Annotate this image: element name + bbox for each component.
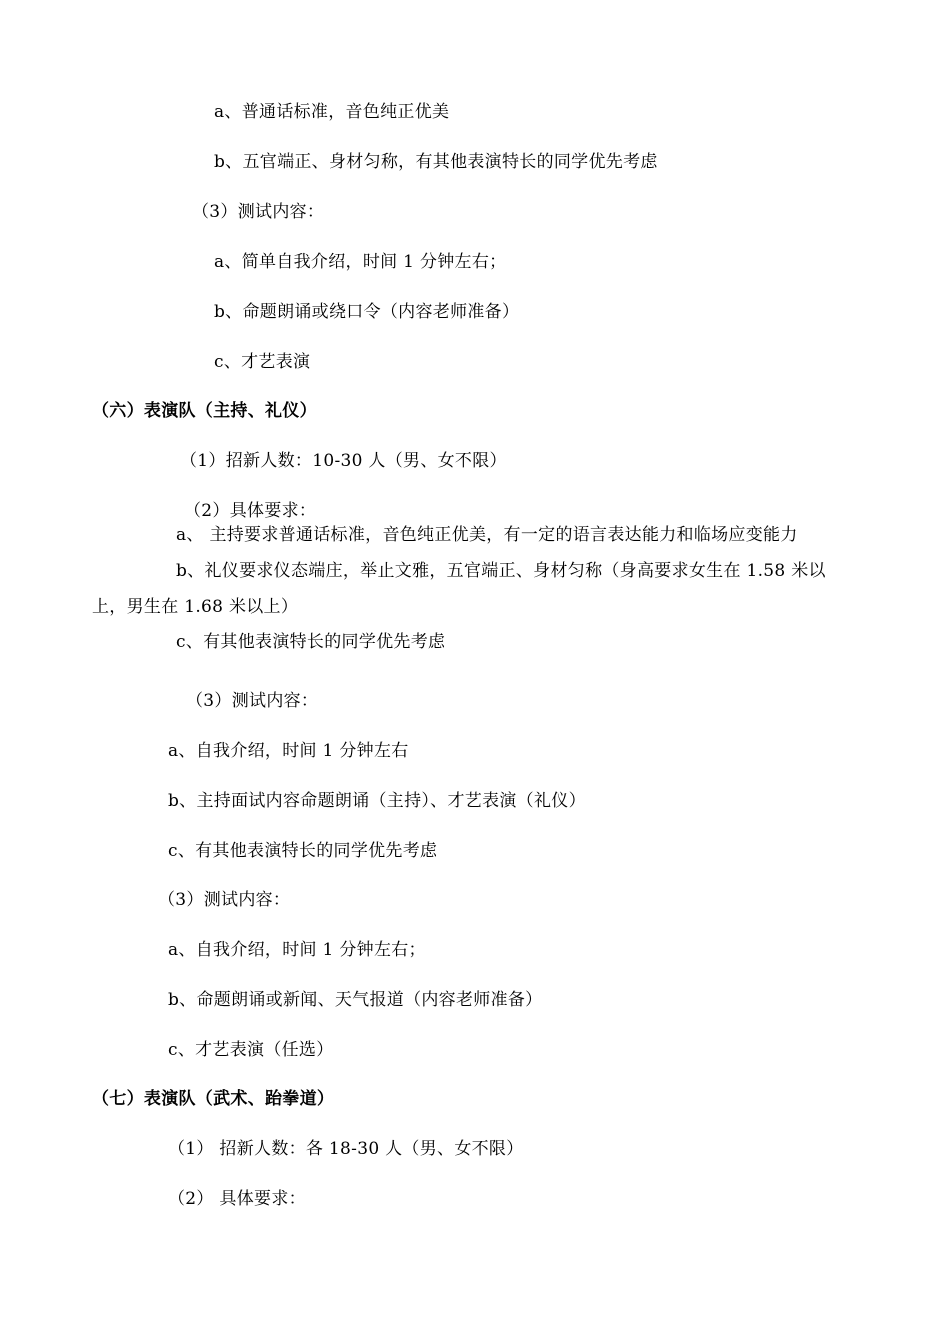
text-line-14: （3）测试内容： — [186, 691, 319, 711]
text-line-20: b、命题朗诵或新闻、天气报道（内容老师准备） — [168, 990, 543, 1010]
text-line-13: c、有其他表演特长的同学优先考虑 — [176, 632, 446, 652]
text-line-15: a、自我介绍，时间 1 分钟左右 — [168, 741, 409, 761]
text-line-2: b、五官端正、身材匀称，有其他表演特长的同学优先考虑 — [214, 152, 658, 172]
text-line-12: 上，男生在 1.68 米以上） — [92, 597, 299, 617]
text-line-24: （2） 具体要求： — [168, 1189, 306, 1209]
text-line-1: a、普通话标准，音色纯正优美 — [214, 102, 450, 122]
text-line-8: （1）招新人数：10-30 人（男、女不限） — [180, 451, 507, 471]
text-line-17: c、有其他表演特长的同学优先考虑 — [168, 841, 438, 861]
section-heading-seven: （七）表演队（武术、跆拳道） — [92, 1089, 335, 1109]
text-line-23: （1） 招新人数：各 18-30 人（男、女不限） — [168, 1139, 524, 1159]
text-line-6: c、才艺表演 — [214, 352, 311, 372]
text-line-19: a、自我介绍，时间 1 分钟左右； — [168, 940, 426, 960]
text-line-4: a、简单自我介绍，时间 1 分钟左右； — [214, 252, 507, 272]
text-line-21: c、才艺表演（任选） — [168, 1040, 334, 1060]
section-heading-six: （六）表演队（主持、礼仪） — [92, 401, 317, 421]
text-line-16: b、主持面试内容命题朗诵（主持）、才艺表演（礼仪） — [168, 791, 586, 811]
text-line-10: a、 主持要求普通话标准，音色纯正优美，有一定的语言表达能力和临场应变能力 — [176, 525, 798, 545]
text-line-18: （3）测试内容： — [158, 890, 291, 910]
text-line-9: （2）具体要求： — [184, 501, 317, 521]
text-line-3: （3）测试内容： — [192, 202, 325, 222]
text-line-5: b、命题朗诵或绕口令（内容老师准备） — [214, 302, 520, 322]
text-line-11: b、礼仪要求仪态端庄，举止文雅，五官端正、身材匀称（身高要求女生在 1.58 米以 — [176, 561, 826, 581]
